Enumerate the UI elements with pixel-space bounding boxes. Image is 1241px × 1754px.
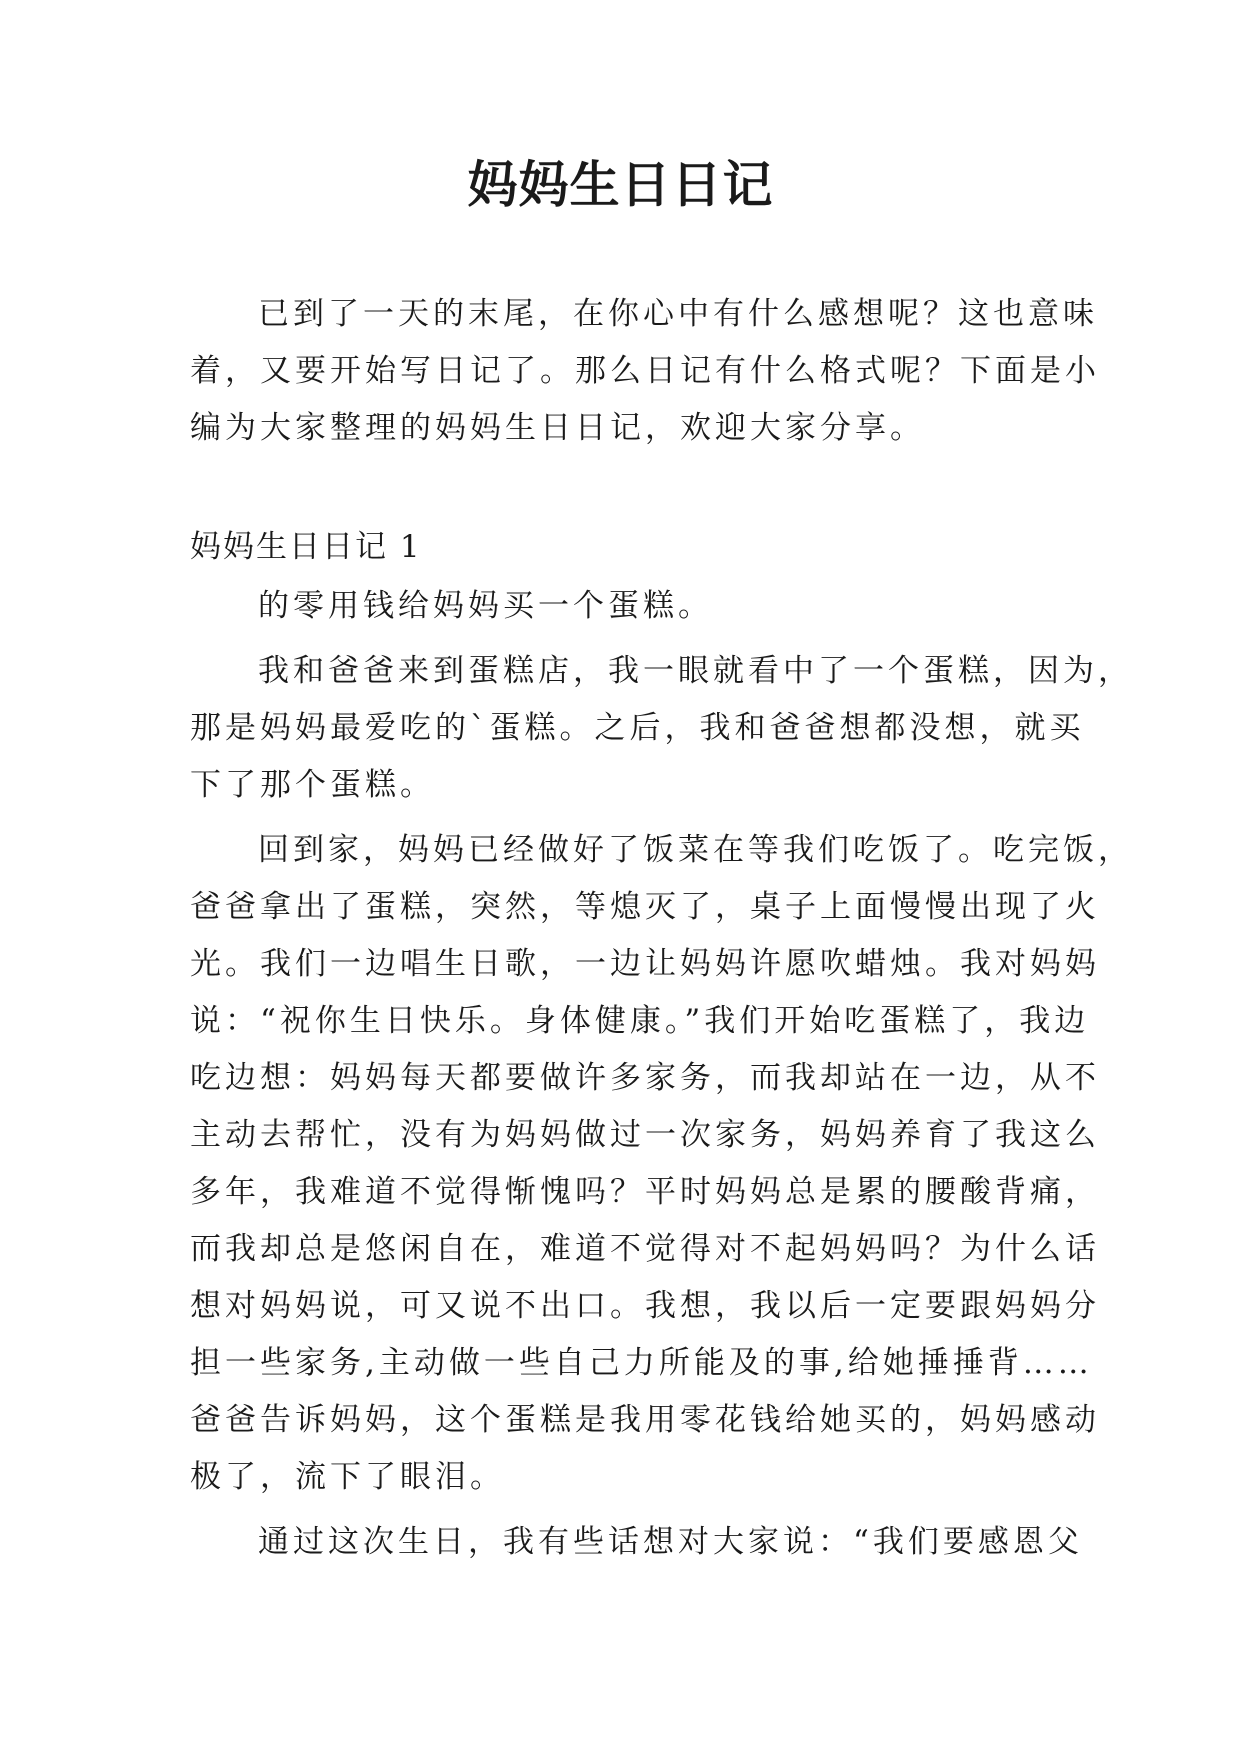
intro-line: 已到了一天的末尾，在你心中有什么感想呢？这也意味 [258,296,1098,332]
intro-paragraph [190,286,1100,457]
diary-body [190,578,1133,1571]
document-title: 妈妈生日日记 [467,155,774,214]
paragraph-line: 吃边想：妈妈每天都要做许多家务，而我却站在一边，从不 [190,1060,1100,1096]
paragraph-line: 爸爸拿出了蛋糕，突然，等熄灭了，桌子上面慢慢出现了火 [190,889,1100,925]
intro-line: 着，又要开始写日记了。那么日记有什么格式呢？下面是小 [190,353,1100,389]
paragraph-line: 爸爸告诉妈妈，这个蛋糕是我用零花钱给她买的，妈妈感动 [190,1402,1100,1438]
paragraph-line: 多年，我难道不觉得惭愧吗？平时妈妈总是累的腰酸背痛， [190,1174,1100,1210]
paragraph-line: 的零用钱给妈妈买一个蛋糕。 [258,588,713,624]
section-heading: 妈妈生日日记 1 [190,529,422,565]
paragraph-line: 通过这次生日，我有些话想对大家说：“我们要感恩父 [258,1524,1083,1560]
intro-line: 编为大家整理的妈妈生日日记，欢迎大家分享。 [190,410,925,446]
paragraph-line: 我和爸爸来到蛋糕店，我一眼就看中了一个蛋糕，因为， [258,653,1133,689]
paragraph-line: 想对妈妈说，可又说不出口。我想，我以后一定要跟妈妈分 [190,1288,1100,1324]
paragraph-line: 担一些家务,主动做一些自己力所能及的事,给她捶捶背…… [190,1345,1093,1381]
paragraph-line: 光。我们一边唱生日歌，一边让妈妈许愿吹蜡烛。我对妈妈 [190,946,1100,982]
paragraph-line: 说：“祝你生日快乐。身体健康。”我们开始吃蛋糕了，我边 [190,1003,1090,1039]
paragraph-line: 而我却总是悠闲自在，难道不觉得对不起妈妈吗？为什么话 [190,1231,1100,1267]
paragraph-line: 主动去帮忙，没有为妈妈做过一次家务，妈妈养育了我这么 [190,1117,1100,1153]
paragraph-line: 回到家，妈妈已经做好了饭菜在等我们吃饭了。吃完饭， [258,832,1133,868]
paragraph-line: 下了那个蛋糕。 [190,767,435,803]
paragraph-line: 极了，流下了眼泪。 [190,1459,505,1495]
paragraph-line: 那是妈妈最爱吃的`蛋糕。之后，我和爸爸想都没想，就买 [190,710,1085,746]
